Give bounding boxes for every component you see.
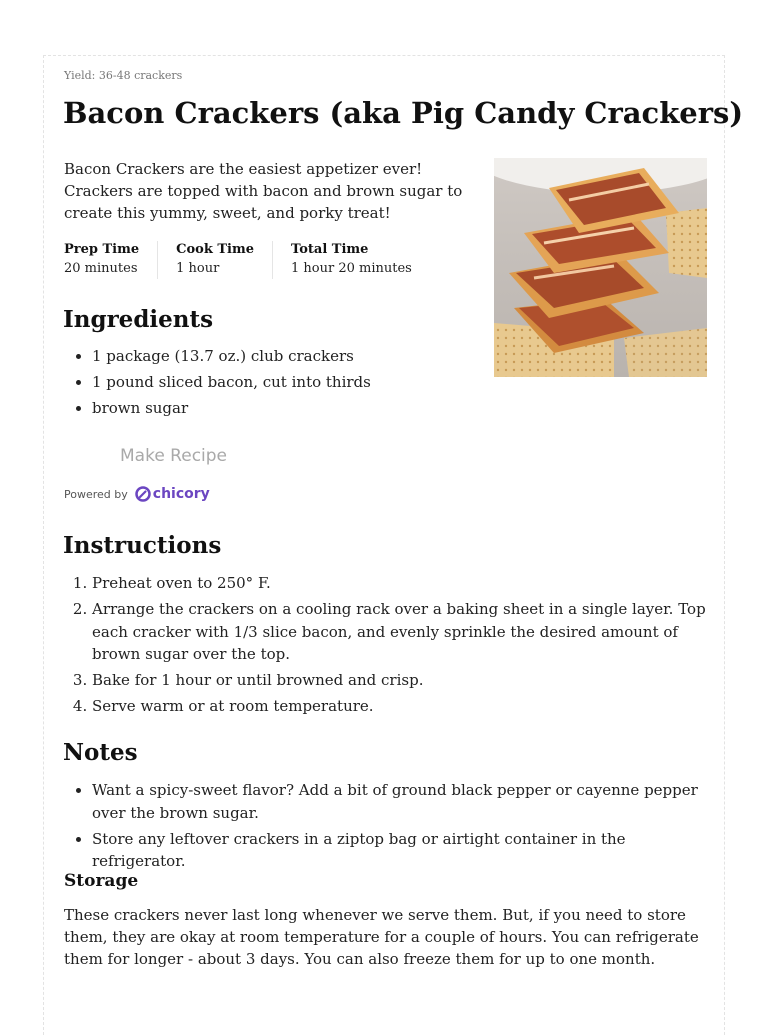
storage-heading: Storage [64, 871, 139, 891]
recipe-card [43, 55, 744, 1035]
powered-by-chicory[interactable] [64, 486, 210, 502]
cook-time-value: 1 hour [176, 261, 220, 276]
ingredient-item: • 1 pound sliced bacon, cut into thirds [92, 371, 712, 394]
cook-time [176, 241, 273, 279]
notes-list [64, 779, 712, 876]
instruction-step: 2. Arrange the crackers on a cooling rack over a baking sheet in a single layer. Top each cracker with 1/3 slice bacon, and evenly sprinkle the desired amount of brown sugar over the top. [92, 598, 712, 666]
prep-time [64, 241, 158, 279]
total-time-label: Total Time [291, 242, 369, 257]
instruction-step: 3. Bake for 1 hour or until browned and crisp. [92, 669, 712, 692]
ingredients-heading: Ingredients [63, 306, 214, 333]
recipe-title: Bacon Crackers (aka Pig Candy Crackers) [63, 96, 744, 130]
cook-time-label: Cook Time [176, 242, 255, 257]
instruction-step: 4. Serve warm or at room temperature. [92, 695, 712, 718]
chicory-logo-icon [135, 486, 151, 502]
note-item: • Store any leftover crackers in a ziptop bag or airtight container in the refrigerator. [92, 828, 712, 873]
ingredient-item: • 1 package (13.7 oz.) club crackers [92, 345, 712, 368]
prep-time-value: 20 minutes [64, 261, 138, 276]
storage-text: These crackers never last long whenever we serve them. But, if you need to store them, they are okay at room temperature for a couple of hours. You can refrigerate them for longer - about 3 days. You can also freeze them for up to one month. [64, 906, 699, 968]
recipe-yield: Yield: 36-48 crackers [64, 69, 183, 82]
make-recipe-button[interactable]: Make Recipe [120, 446, 228, 466]
powered-by-label: Powered by [64, 487, 128, 501]
total-time [291, 241, 430, 279]
prep-time-label: Prep Time [64, 242, 140, 257]
instruction-step: 1. Preheat oven to 250° F. [92, 572, 712, 595]
instructions-list [64, 572, 712, 721]
recipe-times [64, 241, 448, 279]
ingredient-item: • brown sugar [92, 397, 712, 420]
instructions-heading: Instructions [63, 532, 222, 559]
chicory-brand: chicory [152, 486, 210, 502]
note-item: • Want a spicy-sweet flavor? Add a bit of ground black pepper or cayenne pepper over the brown sugar. [92, 779, 712, 824]
recipe-summary: Bacon Crackers are the easiest appetizer ever! Crackers are topped with bacon and brown sugar to create this yummy, sweet, and porky treat! [64, 160, 463, 222]
ingredients-list [64, 345, 712, 423]
notes-heading: Notes [63, 739, 138, 766]
total-time-value: 1 hour 20 minutes [291, 261, 412, 276]
